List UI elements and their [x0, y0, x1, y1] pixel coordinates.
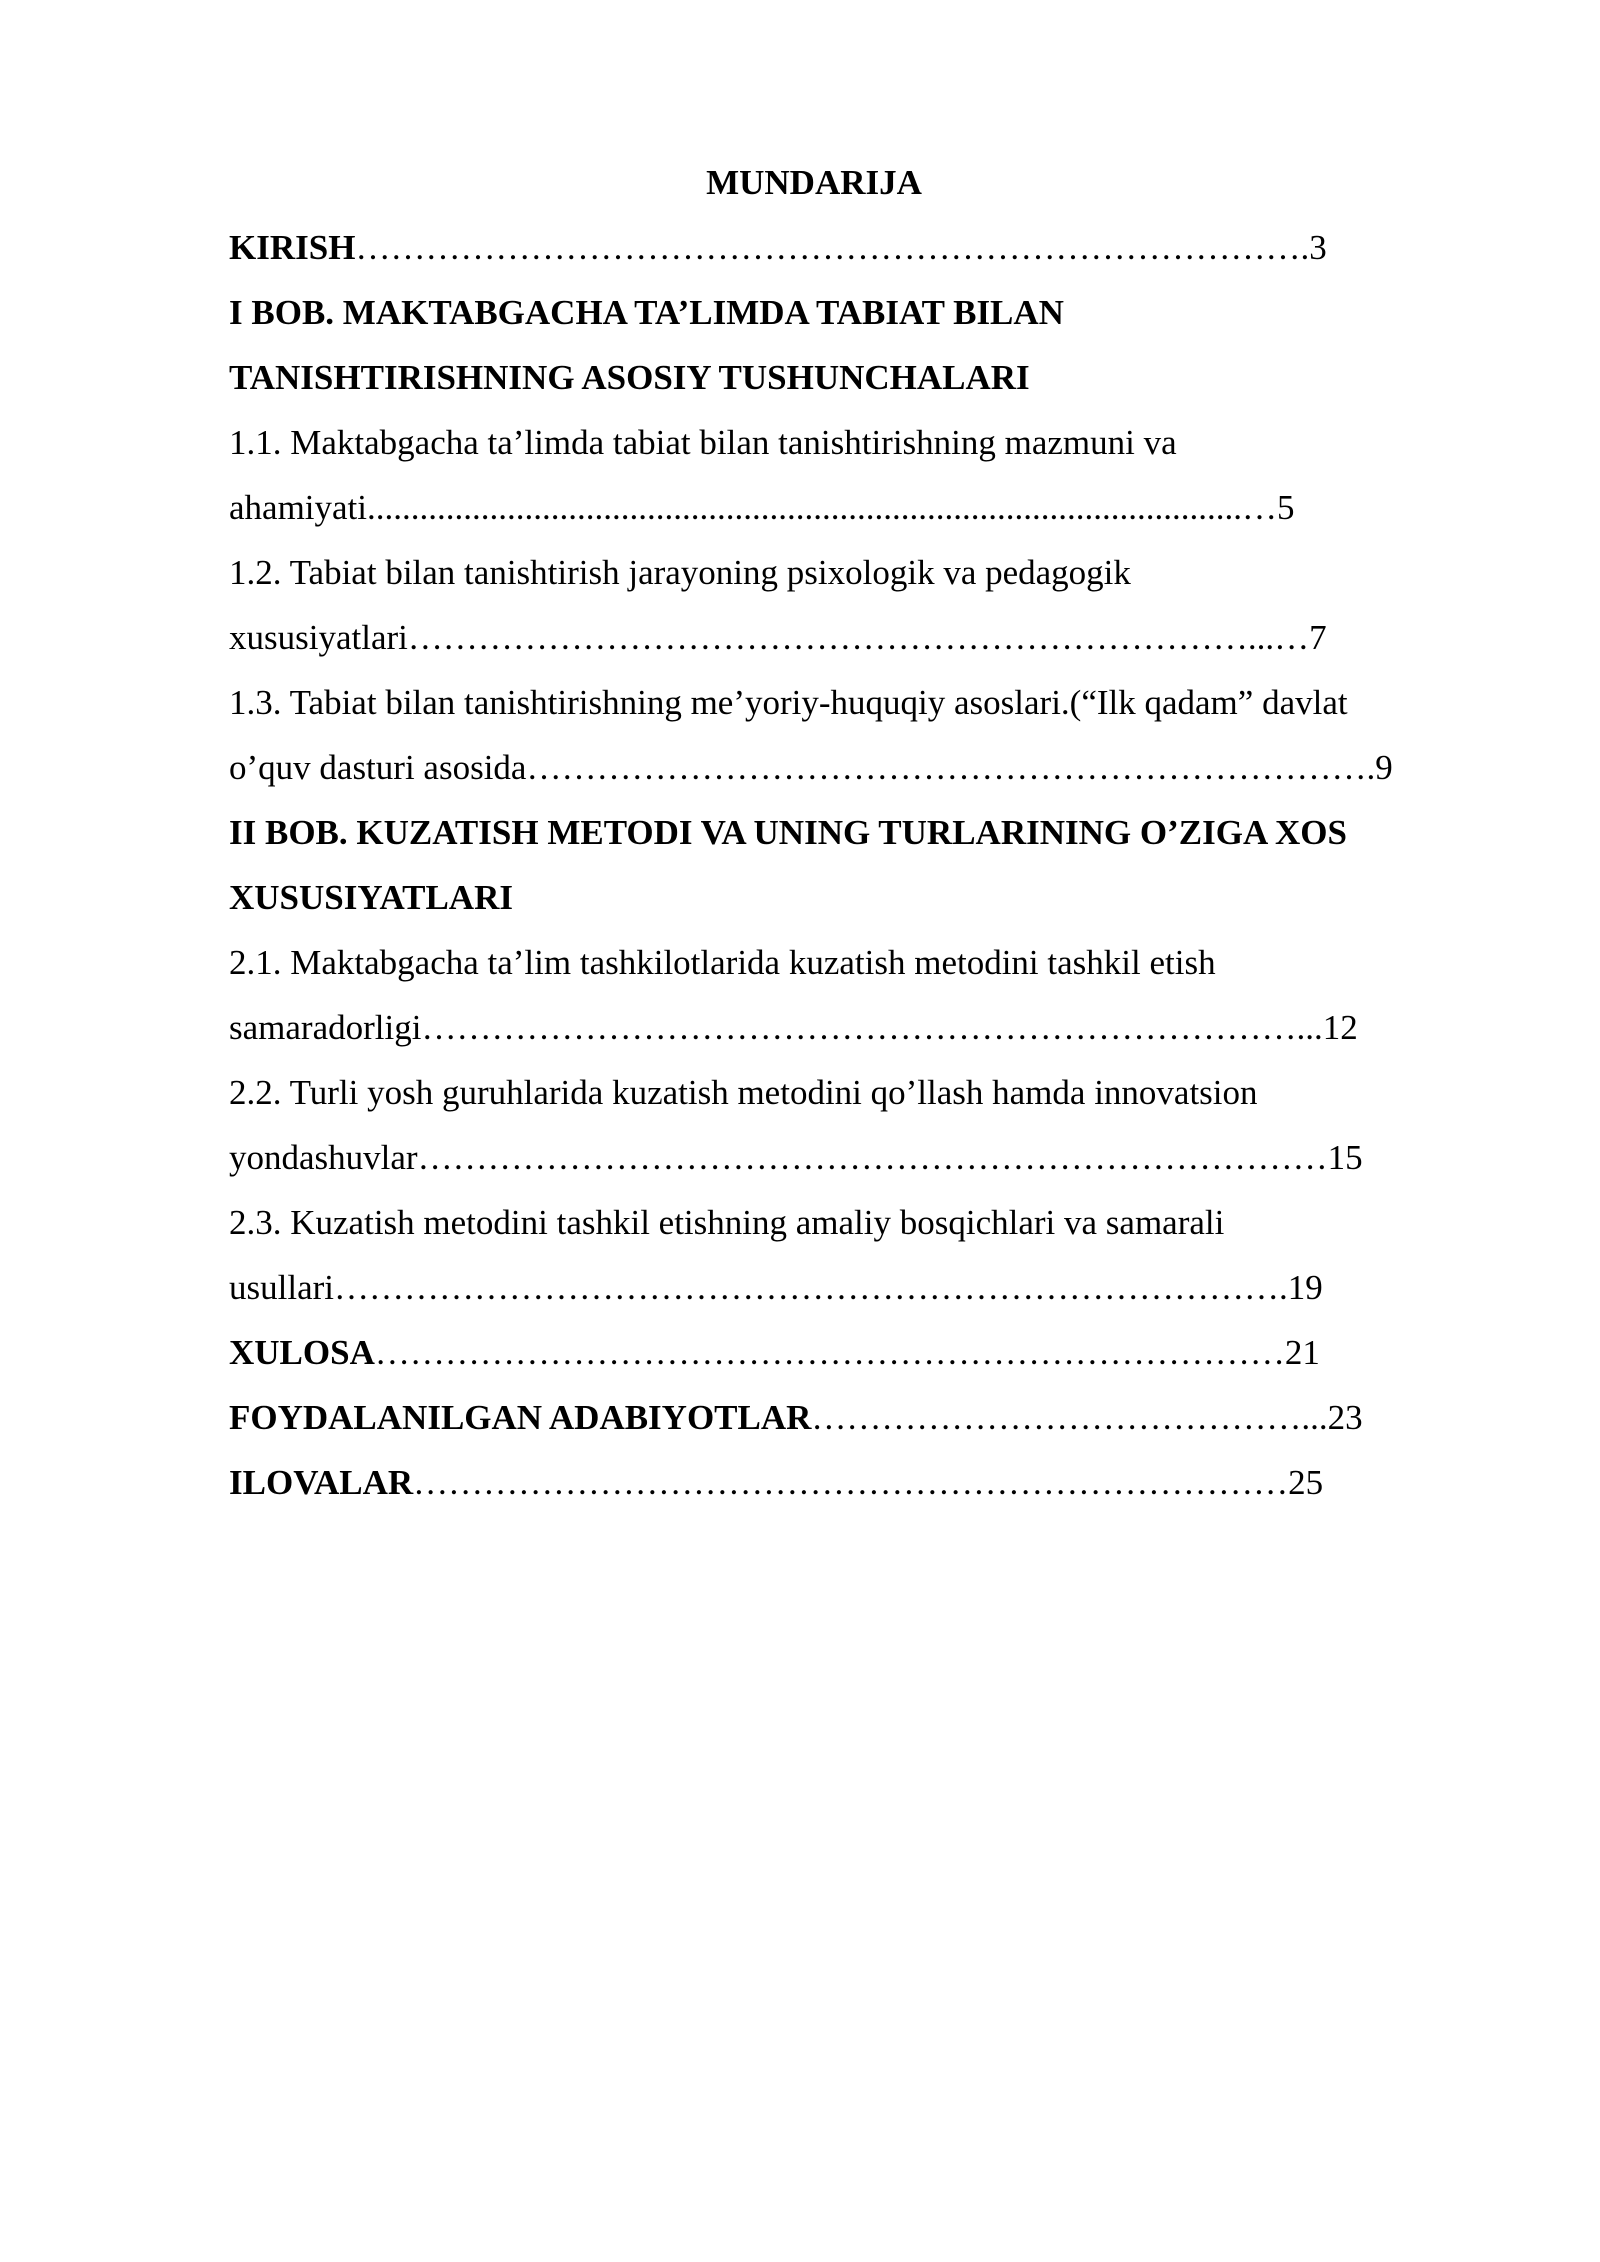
- toc-entry-text: XUSUSIYATLARI: [229, 878, 513, 917]
- toc-section-1-2-line-2[interactable]: [229, 605, 1489, 670]
- toc-entry-text: 2.2. Turli yosh guruhlarida kuzatish metodini qo’llash hamda innovatsion: [229, 1073, 1258, 1112]
- toc-section-1-1-line-2[interactable]: [229, 475, 1489, 540]
- toc-section-2-2-line-2[interactable]: [229, 1125, 1489, 1190]
- toc-leader: ……………………………………………………………………….: [333, 1268, 1288, 1307]
- toc-entry-text: I BOB. MAKTABGACHA TA’LIMDA TABIAT BILAN: [229, 293, 1064, 332]
- toc-leader: …………………………………………………………………...: [421, 1008, 1323, 1047]
- toc-entry-text: FOYDALANILGAN ADABIYOTLAR: [229, 1398, 812, 1437]
- toc-section-2-3-line-1[interactable]: [229, 1190, 1489, 1255]
- toc-entry-text: 2.3. Kuzatish metodini tashkil etishning amaliy bosqichlari va samarali: [229, 1203, 1225, 1242]
- toc-entry-text: KIRISH: [229, 228, 356, 267]
- toc-entry-text: yondashuvlar: [229, 1138, 418, 1177]
- toc-entry-text: ahamiyati: [229, 488, 368, 527]
- toc-section-2-1-line-2[interactable]: [229, 995, 1489, 1060]
- toc-chapter-2-line-2[interactable]: [229, 865, 1489, 930]
- toc-entry-text: 1.1. Maktabgacha ta’limda tabiat bilan tanishtirishning mazmuni va: [229, 423, 1177, 462]
- toc-leader: ……………………………………………………………….: [526, 748, 1376, 787]
- toc-entry-text: samaradorligi: [229, 1008, 422, 1047]
- toc-section-2-2-line-1[interactable]: [229, 1060, 1489, 1125]
- toc-page-number: 25: [1288, 1463, 1324, 1502]
- toc-entry-text: o’quv dasturi asosida: [229, 748, 527, 787]
- toc-leader: ……………………………………...: [811, 1398, 1328, 1437]
- toc-leader: ……………………………………………………………………: [374, 1333, 1285, 1372]
- toc-entry-xulosa[interactable]: [229, 1320, 1489, 1385]
- toc-page-number: 5: [1277, 488, 1295, 527]
- toc-entry-text: II BOB. KUZATISH METODI VA UNING TURLARINING O’ZIGA XOS: [229, 813, 1348, 852]
- toc-page-number: 19: [1287, 1268, 1323, 1307]
- toc-entry-text: ILOVALAR: [229, 1463, 414, 1502]
- toc-page-number: 15: [1327, 1138, 1363, 1177]
- toc-section-1-3-line-1[interactable]: [229, 670, 1489, 735]
- toc-page-number: 9: [1375, 748, 1393, 787]
- toc-section-1-3-line-2[interactable]: [229, 735, 1489, 800]
- toc-chapter-2-line-1[interactable]: [229, 800, 1489, 865]
- toc-page-number: 7: [1309, 618, 1327, 657]
- toc-section-1-1-line-1[interactable]: [229, 410, 1489, 475]
- toc-chapter-1-line-2[interactable]: [229, 345, 1489, 410]
- toc-entry-kirish[interactable]: [229, 215, 1489, 280]
- toc-page-number: 12: [1322, 1008, 1358, 1047]
- toc-entry-text: TANISHTIRISHNING ASOSIY TUSHUNCHALARI: [229, 358, 1030, 397]
- toc-section-2-1-line-1[interactable]: [229, 930, 1489, 995]
- toc-section-1-2-line-1[interactable]: [229, 540, 1489, 605]
- toc-leader: ....................................................................................................…: [367, 488, 1278, 527]
- toc-leader: ………………………………………………………………...…: [407, 618, 1310, 657]
- table-of-contents: [229, 150, 1489, 1515]
- toc-entry-text: usullari: [229, 1268, 334, 1307]
- toc-entry-text: 2.1. Maktabgacha ta’lim tashkilotlarida kuzatish metodini tashkil etish: [229, 943, 1216, 982]
- toc-entry-text: 1.2. Tabiat bilan tanishtirish jarayoning psixologik va pedagogik: [229, 553, 1131, 592]
- toc-page-number: 3: [1309, 228, 1327, 267]
- toc-entry-text: xususiyatlari: [229, 618, 408, 657]
- toc-leader: …………………………………………………………………: [413, 1463, 1289, 1502]
- toc-entry-appendices[interactable]: [229, 1450, 1489, 1515]
- toc-entry-bibliography[interactable]: [229, 1385, 1489, 1450]
- toc-entry-text: XULOSA: [229, 1333, 375, 1372]
- toc-entry-text: 1.3. Tabiat bilan tanishtirishning me’yoriy-huquqiy asoslari.(“Ilk qadam” davlat: [229, 683, 1348, 722]
- toc-leader: ……………………………………………………………………….: [355, 228, 1310, 267]
- toc-section-2-3-line-2[interactable]: [229, 1255, 1489, 1320]
- toc-title: MUNDARIJA: [706, 163, 922, 202]
- toc-leader: ……………………………………………………………………: [417, 1138, 1328, 1177]
- toc-page-number: 23: [1327, 1398, 1363, 1437]
- toc-page-number: 21: [1284, 1333, 1320, 1372]
- toc-chapter-1-line-1[interactable]: [229, 280, 1489, 345]
